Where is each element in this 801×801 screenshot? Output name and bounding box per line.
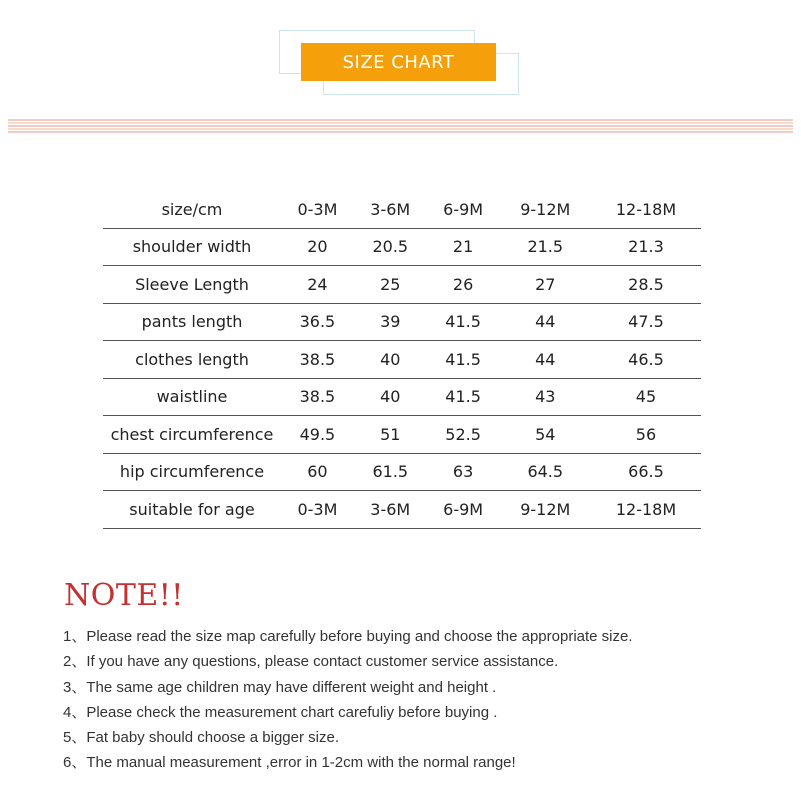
note-item: 3、The same age children may have different weight and height . (63, 678, 497, 696)
table-cell: 49.5 (281, 416, 354, 454)
table-cell: 54 (500, 416, 591, 454)
column-header: 12-18M (591, 191, 701, 228)
table-cell: 21.3 (591, 228, 701, 266)
table-cell: 28.5 (591, 266, 701, 304)
row-label: Sleeve Length (103, 266, 281, 304)
note-item: 1、Please read the size map carefully before buying and choose the appropriate size. (63, 628, 633, 645)
table-cell: 20 (281, 228, 354, 266)
table-cell: 6-9M (427, 491, 500, 529)
table-cell: 41.5 (427, 341, 500, 379)
table-row (103, 341, 701, 379)
table-cell: 61.5 (354, 453, 427, 491)
decorative-divider (8, 119, 793, 133)
note-item: 6、The manual measurement ,error in 1-2cm with the normal range! (63, 754, 516, 772)
note-item: 2、If you have any questions, please contact customer service assistance. (63, 653, 559, 671)
column-header: size/cm (103, 191, 281, 228)
column-header: 6-9M (427, 191, 500, 228)
divider-stripe (8, 119, 793, 121)
row-label: waistline (103, 378, 281, 416)
table-cell: 27 (500, 266, 591, 304)
table-cell: 38.5 (281, 378, 354, 416)
table-row (103, 491, 701, 529)
table-cell: 0-3M (281, 491, 354, 529)
note-list (63, 626, 633, 778)
column-header: 9-12M (500, 191, 591, 228)
table-row (103, 416, 701, 454)
table-row (103, 228, 701, 266)
table-cell: 3-6M (354, 491, 427, 529)
table-row (103, 303, 701, 341)
table-cell: 43 (500, 378, 591, 416)
divider-stripe (8, 125, 793, 127)
table-cell: 21.5 (500, 228, 591, 266)
table-header-row (103, 191, 701, 228)
table-row (103, 266, 701, 304)
table-cell: 20.5 (354, 228, 427, 266)
table-cell: 40 (354, 341, 427, 379)
size-chart-title: SIZE CHART (301, 43, 496, 81)
table-cell: 39 (354, 303, 427, 341)
table-cell: 9-12M (500, 491, 591, 529)
note-item: 5、Fat baby should choose a bigger size. (63, 729, 339, 747)
table-cell: 40 (354, 378, 427, 416)
column-header: 0-3M (281, 191, 354, 228)
table-cell: 24 (281, 266, 354, 304)
divider-stripe (8, 128, 793, 130)
table-cell: 36.5 (281, 303, 354, 341)
table-cell: 64.5 (500, 453, 591, 491)
row-label: hip circumference (103, 453, 281, 491)
table-cell: 38.5 (281, 341, 354, 379)
table-row (103, 378, 701, 416)
row-label: chest circumference (103, 416, 281, 454)
table-cell: 52.5 (427, 416, 500, 454)
table-cell: 41.5 (427, 378, 500, 416)
row-label: suitable for age (103, 491, 281, 529)
table-cell: 56 (591, 416, 701, 454)
size-table (103, 191, 701, 529)
table-cell: 46.5 (591, 341, 701, 379)
table-cell: 66.5 (591, 453, 701, 491)
row-label: clothes length (103, 341, 281, 379)
table-cell: 25 (354, 266, 427, 304)
table-cell: 44 (500, 341, 591, 379)
table-cell: 63 (427, 453, 500, 491)
table-body (103, 228, 701, 528)
table-cell: 47.5 (591, 303, 701, 341)
note-title: NOTE!! (64, 578, 184, 613)
divider-stripe (8, 131, 793, 133)
row-label: shoulder width (103, 228, 281, 266)
table-cell: 51 (354, 416, 427, 454)
divider-stripe (8, 122, 793, 124)
row-label: pants length (103, 303, 281, 341)
table-row (103, 453, 701, 491)
table-cell: 21 (427, 228, 500, 266)
table-cell: 12-18M (591, 491, 701, 529)
table-cell: 44 (500, 303, 591, 341)
table-cell: 45 (591, 378, 701, 416)
table-cell: 26 (427, 266, 500, 304)
table-cell: 41.5 (427, 303, 500, 341)
column-header: 3-6M (354, 191, 427, 228)
table-cell: 60 (281, 453, 354, 491)
note-item: 4、Please check the measurement chart carefuliy before buying . (63, 703, 498, 721)
